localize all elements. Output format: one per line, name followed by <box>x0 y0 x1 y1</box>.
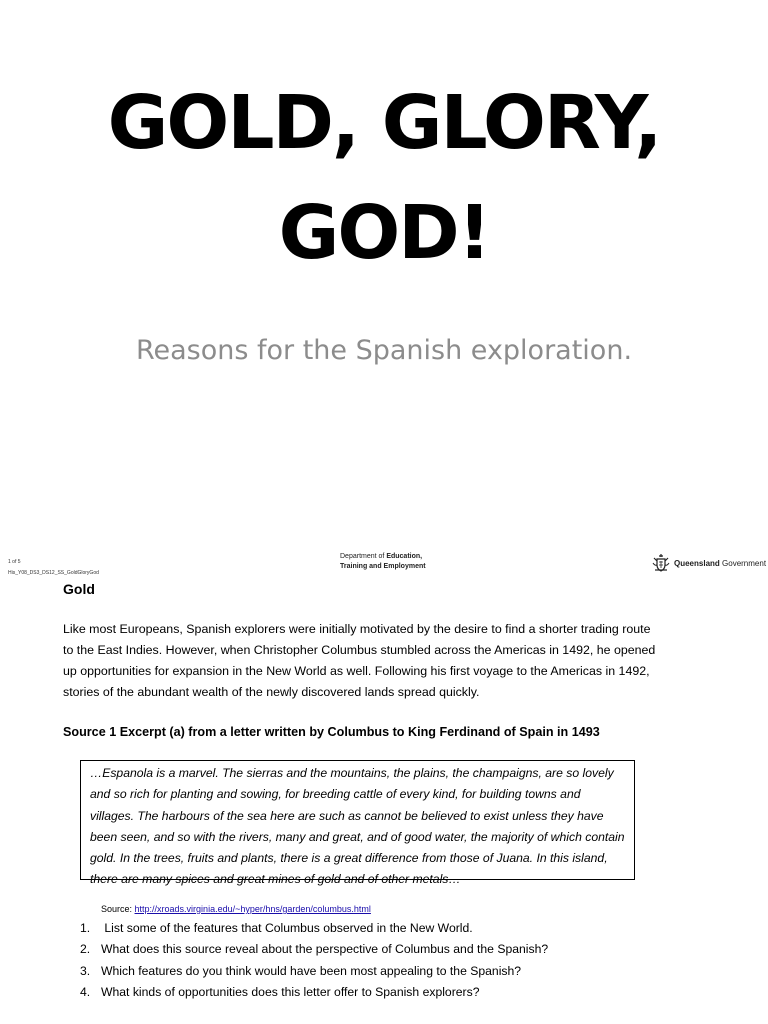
dept-bold-1: Education, <box>386 553 423 560</box>
page-number: 1 of 5 <box>8 559 21 565</box>
question-item <box>80 939 680 960</box>
question-list <box>80 918 680 1003</box>
dept-prefix: Department of <box>340 553 387 560</box>
question-number: 3. <box>80 963 91 978</box>
question-text: What does this source reveal about the perspective of Columbus and the Spanish? <box>101 942 549 957</box>
intro-paragraph: Like most Europeans, Spanish explorers were initially motivated by the desire to find a shorter trading route to the East Indies. However, when Christopher Columbus stumbled across the Americas in 1492, he opened up opportunities for expansion in the New World as well. Following his first voyage to the Americas in 1492, stories of the abundant wealth of the newly discovered lands spread quickly. <box>63 622 656 699</box>
department-logo <box>340 552 426 572</box>
page-title <box>0 68 768 288</box>
source-1-quote-box: …Espanola is a marvel. The sierras and the mountains, the plains, the champaigns, are so lovely and so rich for planting and sowing, for breeding cattle of every kind, for building towns and villages. The harbours of the sea here are such as cannot be believed to exist unless they have been seen, and so with the rivers, many and great, and of good water, the majority of which contain gold. In the trees, fruits and plants, there is a great difference from those of Juana. In this island, there are many spices and great mines of gold and of other metals… <box>80 760 635 880</box>
file-name: His_Y08_DS3_DS12_SS_GoldGloryGod <box>8 570 99 576</box>
page-subtitle: Reasons for the Spanish exploration. <box>135 335 633 366</box>
title-line-2: GOD! <box>278 190 490 276</box>
question-number: 2. <box>80 942 91 957</box>
queensland-coat-of-arms-icon <box>651 553 671 573</box>
source-citation <box>101 904 371 914</box>
question-item <box>80 982 680 1003</box>
question-number: 4. <box>80 984 91 999</box>
question-text: List some of the features that Columbus observed in the New World. <box>101 921 473 935</box>
section-heading-gold: Gold <box>63 581 95 597</box>
question-item <box>80 918 680 939</box>
gov-text: Government <box>719 558 767 568</box>
page-footer-info <box>8 557 99 579</box>
gov-bold: Queensland <box>674 558 720 568</box>
source-label: Source: <box>101 904 135 914</box>
question-text: Which features do you think would have been most appealing to the Spanish? <box>101 963 522 978</box>
source-link[interactable]: http://xroads.virginia.edu/~hyper/hns/garden/columbus.html <box>134 904 371 914</box>
question-number: 1. <box>80 921 91 935</box>
question-item <box>80 961 680 982</box>
question-text: What kinds of opportunities does this letter offer to Spanish explorers? <box>101 984 480 999</box>
source-1-heading: Source 1 Excerpt (a) from a letter written by Columbus to King Ferdinand of Spain in 1493 <box>63 725 600 739</box>
queensland-government-logo <box>651 553 766 573</box>
dept-bold-2: Training and Employment <box>340 563 426 570</box>
title-line-1: GOLD, GLORY, <box>107 80 661 166</box>
